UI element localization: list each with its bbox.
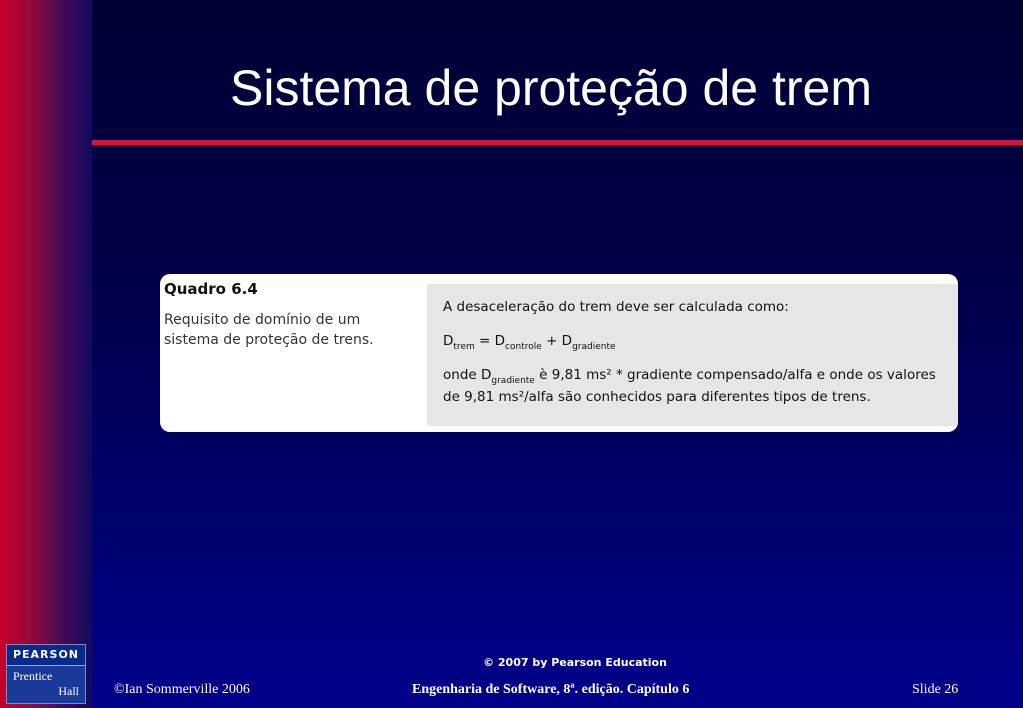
quadro-left xyxy=(164,280,424,350)
quadro-content xyxy=(427,284,958,426)
logo-line2: Hall xyxy=(58,684,79,698)
formula-op2: + D xyxy=(541,333,573,349)
footer-slide-number: Slide 26 xyxy=(912,682,959,697)
logo-pearson-text: PEARSON xyxy=(7,645,85,666)
where-prefix: onde D xyxy=(443,367,492,383)
logo-prentice-hall xyxy=(7,666,85,699)
quadro-heading: Quadro 6.4 xyxy=(164,280,258,298)
copyright-notice: © 2007 by Pearson Education xyxy=(483,656,667,669)
title-underline xyxy=(92,140,1023,145)
quadro-formula xyxy=(443,330,942,352)
quadro-line1: A desaceleração do trem deve ser calculada como: xyxy=(443,299,789,315)
footer-book-title: Engenharia de Software, 8ª. edição. Capítulo 6 xyxy=(412,682,690,697)
formula-d1: D xyxy=(443,333,454,349)
where-sub: gradiente xyxy=(491,376,535,386)
formula-op1: = D xyxy=(474,333,506,349)
quadro-description: Requisito de domínio de um sistema de proteção de trens. xyxy=(164,312,374,348)
quadro-box xyxy=(160,274,958,432)
left-gradient-bar xyxy=(0,0,92,708)
where-text1: è 9,81 ms² * gradiente compensado/alfa e onde os valores xyxy=(534,367,936,383)
quadro-where-line1 xyxy=(443,364,942,386)
slide-title: Sistema de proteção de trem xyxy=(230,60,872,116)
logo-line1: Prentice xyxy=(13,669,53,683)
footer-author: ©Ian Sommerville 2006 xyxy=(114,682,250,697)
formula-sub-gradiente: gradiente xyxy=(572,342,616,352)
formula-sub-trem: trem xyxy=(453,342,475,352)
pearson-logo xyxy=(6,644,86,704)
quadro-where-line2: de 9,81 ms²/alfa são conhecidos para diferentes tipos de trens. xyxy=(443,389,871,405)
formula-sub-controle: controle xyxy=(505,342,542,352)
